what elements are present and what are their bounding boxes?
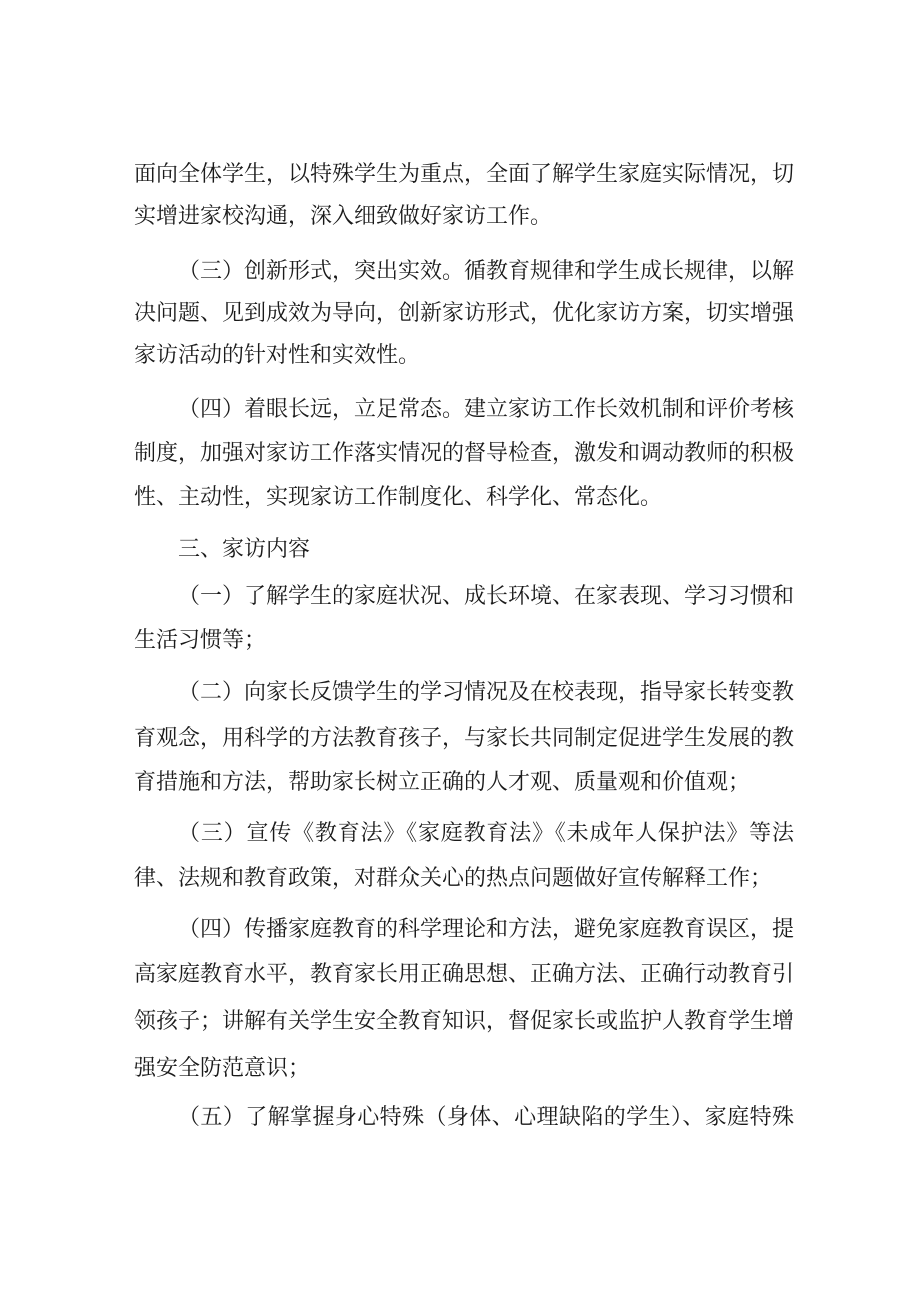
paragraph-heading-line: （三）创新形式，突出实效。循教育规律和学生成长规律，以解 <box>178 259 795 284</box>
paragraph-heading-line: （四）传播家庭教育的科学理论和方法，避免家庭教育误区，提 <box>178 917 795 942</box>
text-line: 领孩子；讲解有关学生安全教育知识，督促家长或监护人教育学生增 <box>134 1009 795 1034</box>
text-line: 实增进家校沟通，深入细致做好家访工作。 <box>134 204 553 229</box>
text-line: 高家庭教育水平，教育家长用正确思想、正确方法、正确行动教育引 <box>134 962 795 987</box>
paragraph-heading-line: （三）宣传《教育法》《家庭教育法》《未成年人保护法》等法 <box>178 821 794 846</box>
text-line: 制度，加强对家访工作落实情况的督导检查，激发和调动教师的积极 <box>134 441 795 466</box>
text-line: 生活习惯等； <box>134 628 267 653</box>
text-line: 性、主动性，实现家访工作制度化、科学化、常态化。 <box>134 485 663 510</box>
paragraph-heading-line: （四）着眼长远，立足常态。建立家访工作长效机制和评价考核 <box>178 397 795 422</box>
text-line: 育措施和方法，帮助家长树立正确的人才观、质量观和价值观； <box>134 770 751 795</box>
text-line: 育观念，用科学的方法教育孩子，与家长共同制定促进学生发展的教 <box>134 726 795 751</box>
text-line: 强安全防范意识； <box>134 1056 311 1081</box>
section-heading: 三、家访内容 <box>178 537 311 562</box>
text-line: 决问题、见到成效为导向，创新家访形式，优化家访方案，切实增强 <box>134 301 795 326</box>
paragraph-heading-line: （一）了解学生的家庭状况、成长环境、在家表现、学习习惯和 <box>178 584 795 609</box>
text-line: 面向全体学生，以特殊学生为重点，全面了解学生家庭实际情况，切 <box>134 162 795 187</box>
text-line: 律、法规和教育政策，对群众关心的热点问题做好宣传解释工作； <box>134 866 773 891</box>
text-line: 家访活动的针对性和实效性。 <box>134 343 421 368</box>
paragraph-heading-line: （二）向家长反馈学生的学习情况及在校表现，指导家长转变教 <box>178 680 795 705</box>
paragraph-heading-line: （五）了解掌握身心特殊（身体、心理缺陷的学生）、家庭特殊 <box>178 1105 794 1130</box>
